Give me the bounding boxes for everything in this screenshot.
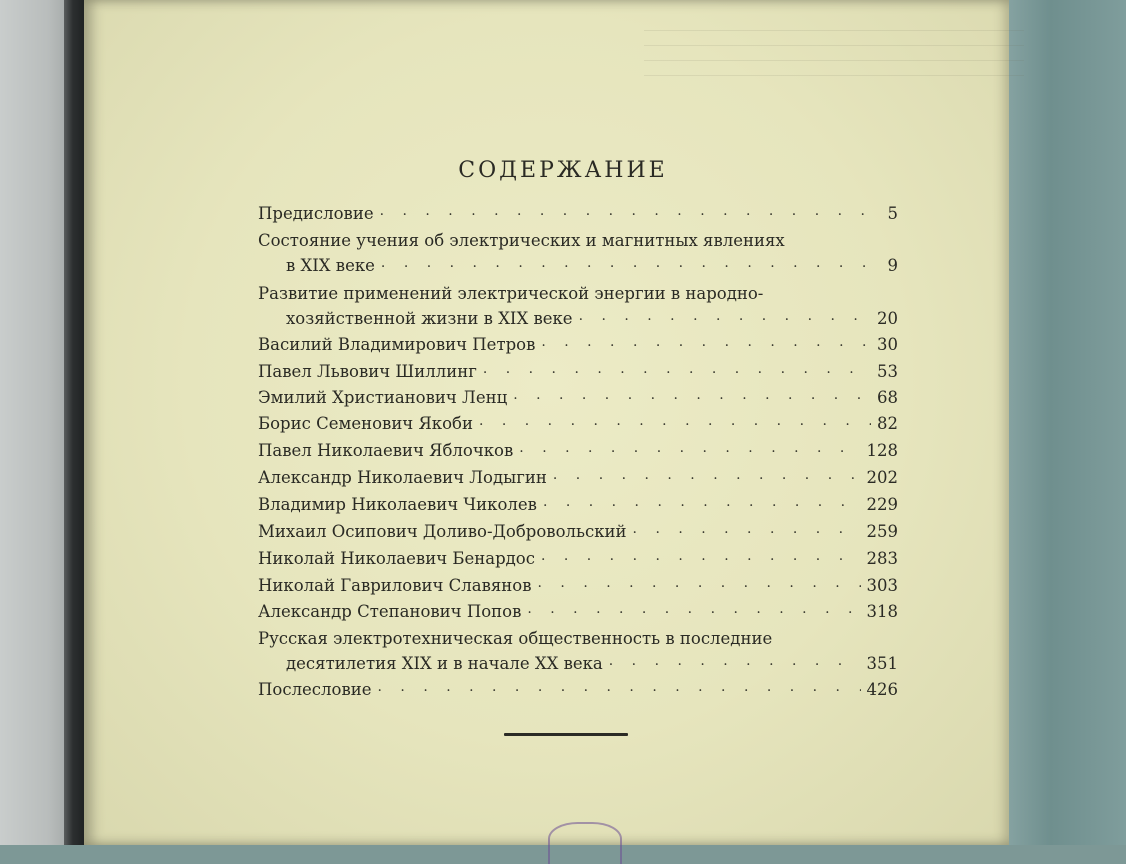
toc-entry [258,333,898,357]
toc-entry-text: Василий Владимирович Петров [258,335,536,354]
toc-entry [258,627,898,651]
toc-entry-text: Развитие применений электрической энергии в народно- [258,284,764,303]
leader-dots [483,361,871,385]
toc-entry [258,386,898,410]
toc-entry [258,202,898,226]
toc-entry [258,493,898,517]
toc-title: СОДЕРЖАНИЕ [458,158,668,183]
toc-entry-text: Состояние учения об электрических и магнитных явлениях [258,231,785,250]
toc-entry-page: 426 [866,680,898,699]
toc-entry [258,229,898,253]
toc-entry [258,547,898,571]
toc-entry-page: 5 [887,204,898,223]
toc-entry-text: Михаил Осипович Доливо-Добровольский [258,522,627,541]
leader-dots [381,255,882,279]
leader-dots [543,494,861,518]
toc-entry-text: Владимир Николаевич Чиколев [258,495,537,514]
toc-entry-page: 229 [866,495,898,514]
toc-entry-page: 283 [866,549,898,568]
toc-entry [258,520,898,544]
toc-entry-text: Павел Николаевич Яблочков [258,441,514,460]
leader-dots [541,334,871,358]
toc-entry-text: в XIX веке [286,256,375,275]
leader-dots [479,413,871,437]
toc-entry-page: 128 [866,441,898,460]
toc-entry [286,307,898,331]
leader-dots [527,601,860,625]
leader-dots [579,308,871,332]
leader-dots [541,548,861,572]
leader-dots [553,467,861,491]
toc-entry-text: Борис Семенович Якоби [258,414,473,433]
library-stamp [548,822,622,864]
leader-dots [519,440,860,464]
toc-entry-text: Послесловие [258,680,372,699]
toc-entry [258,678,898,702]
toc-entry [286,254,898,278]
toc-entry [258,360,898,384]
toc-entry-text: Павел Львович Шиллинг [258,362,477,381]
toc-entry-text: Русская электротехническая общественность в последние [258,629,773,648]
toc-entry [258,282,898,306]
toc-entry-text: Николай Николаевич Бенардос [258,549,535,568]
toc-entry-page: 303 [866,576,898,595]
toc-entry [286,652,898,676]
toc-entry [258,412,898,436]
toc-entry [258,439,898,463]
toc-entry-text: Александр Николаевич Лодыгин [258,468,547,487]
toc-entry [258,600,898,624]
toc-entry-page: 82 [877,414,898,433]
toc-entry [258,466,898,490]
toc-entry-text: Николай Гаврилович Славянов [258,576,532,595]
toc-entry-page: 259 [866,522,898,541]
toc-entry-text: хозяйственной жизни в XIX веке [286,309,573,328]
toc-entry-page: 68 [877,388,898,407]
end-rule [504,733,628,736]
leader-dots [633,521,861,545]
toc-entry-page: 20 [877,309,898,328]
leader-dots [609,653,861,677]
leader-dots [378,679,861,703]
toc-entry-text: Эмилий Христианович Ленц [258,388,508,407]
toc-entry-text: Александр Степанович Попов [258,602,522,621]
leader-dots [380,203,882,227]
toc-entry [258,574,898,598]
toc-entry-page: 202 [866,468,898,487]
toc-entry-text: десятилетия XIX и в начале XX века [286,654,603,673]
toc-entry-page: 318 [866,602,898,621]
leader-dots [538,575,861,599]
toc-entry-page: 53 [877,362,898,381]
toc-entry-page: 9 [887,256,898,275]
toc-entry-page: 351 [866,654,898,673]
leader-dots [513,387,871,411]
toc-entry-page: 30 [877,335,898,354]
toc-entry-text: Предисловие [258,204,374,223]
